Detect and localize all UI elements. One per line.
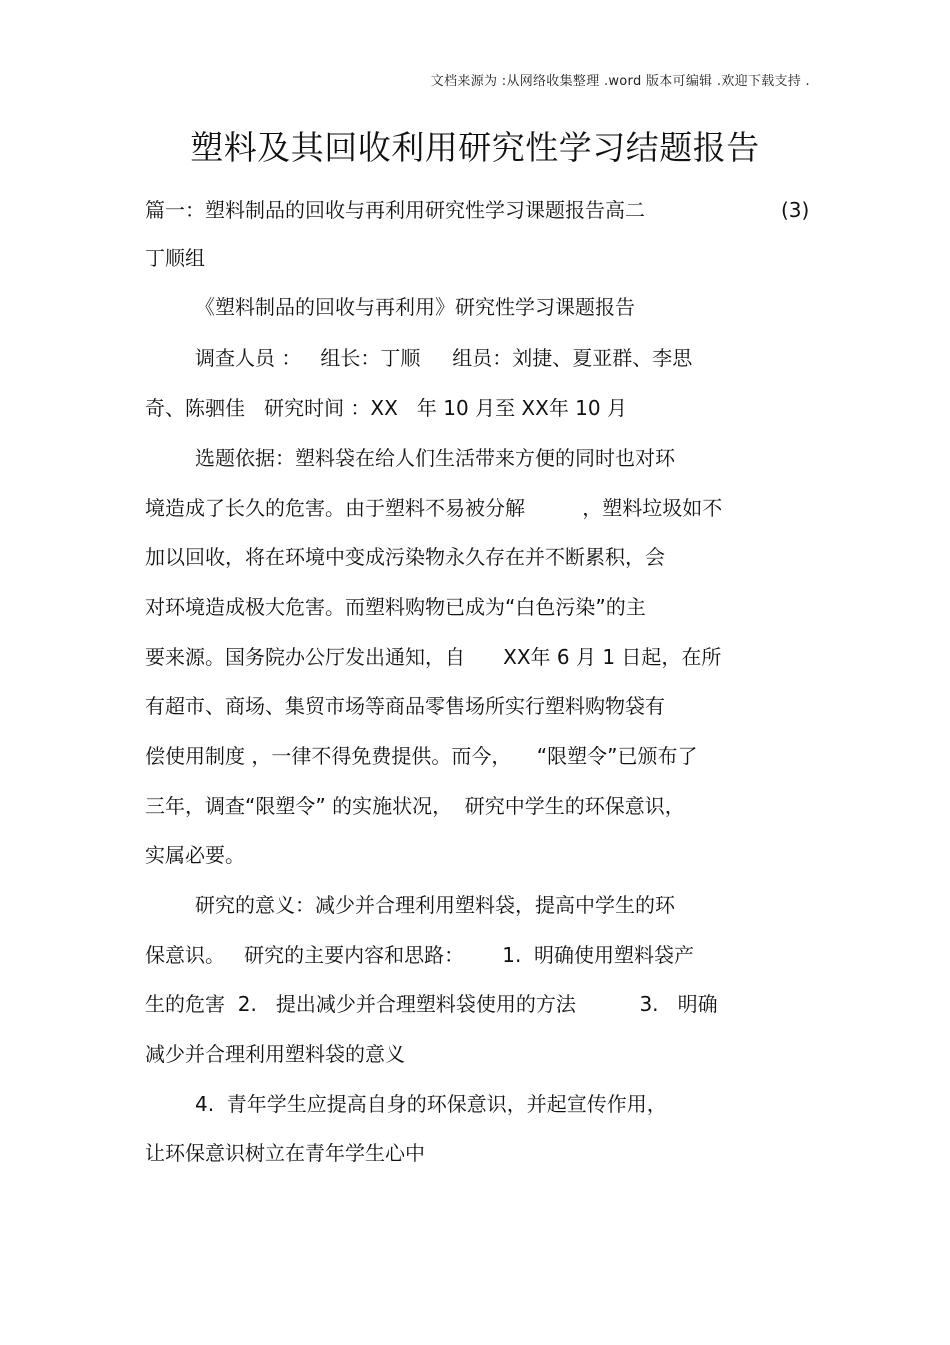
paragraph-line: 研究的意义：减少并合理利用塑料袋，提高中学生的环 [195, 893, 675, 917]
paragraph-line: 丁顺组 [145, 246, 205, 270]
paragraph-line: 生的危害 2. 提出减少并合理塑料袋使用的方法 3. 明确 [145, 992, 718, 1016]
paragraph-line: 减少并合理利用塑料袋的意义 [145, 1042, 405, 1066]
paragraph-line: 4. 青年学生应提高自身的环保意识，并起宣传作用， [195, 1092, 667, 1116]
paragraph-line: 保意识。 研究的主要内容和思路： 1. 明确使用塑料袋产 [145, 943, 695, 967]
document-title: 塑料及其回收利用研究性学习结题报告 [190, 128, 760, 167]
paragraph-line: 境造成了长久的危害。由于塑料不易被分解 ，塑料垃圾如不 [145, 496, 723, 520]
paragraph-line: 调查人员 ： 组长：丁顺 组员：刘捷、夏亚群、李思 [195, 346, 693, 370]
report-subtitle: 《塑料制品的回收与再利用》研究性学习课题报告 [195, 295, 635, 319]
paragraph-line: 要来源。国务院办公厅发出通知，自 XX年 6 月 1 日起，在所 [145, 645, 722, 669]
paragraph-line: 实属必要。 [145, 843, 245, 867]
paragraph-line: 加以回收，将在环境中变成污染物永久存在并不断累积，会 [145, 545, 665, 569]
paragraph-line: 对环境造成极大危害。而塑料购物已成为“白色污染”的主 [145, 595, 646, 619]
paragraph-line: 篇一：塑料制品的回收与再利用研究性学习课题报告高二 [145, 198, 645, 222]
paragraph-line: 有超市、商场、集贸市场等商品零售场所实行塑料购物袋有 [145, 694, 665, 718]
paragraph-line: 三年，调查“限塑令” 的实施状况， 研究中学生的环保意识， [145, 794, 685, 818]
class-number: (3) [781, 198, 810, 222]
paragraph-line: 偿使用制度 ，一律不得免费提供。而今， “限塑令”已颁布了 [145, 744, 698, 768]
paragraph-line: 选题依据：塑料袋在给人们生活带来方便的同时也对环 [195, 446, 675, 470]
page-header: 文档来源为 :从网络收集整理 .word 版本可编辑 .欢迎下载支持 . [430, 74, 810, 89]
paragraph-line: 奇、陈驷佳 研究时间 ：XX 年 10 月至 XX年 10 月 [145, 396, 627, 420]
paragraph-line: 让环保意识树立在青年学生心中 [145, 1141, 425, 1165]
